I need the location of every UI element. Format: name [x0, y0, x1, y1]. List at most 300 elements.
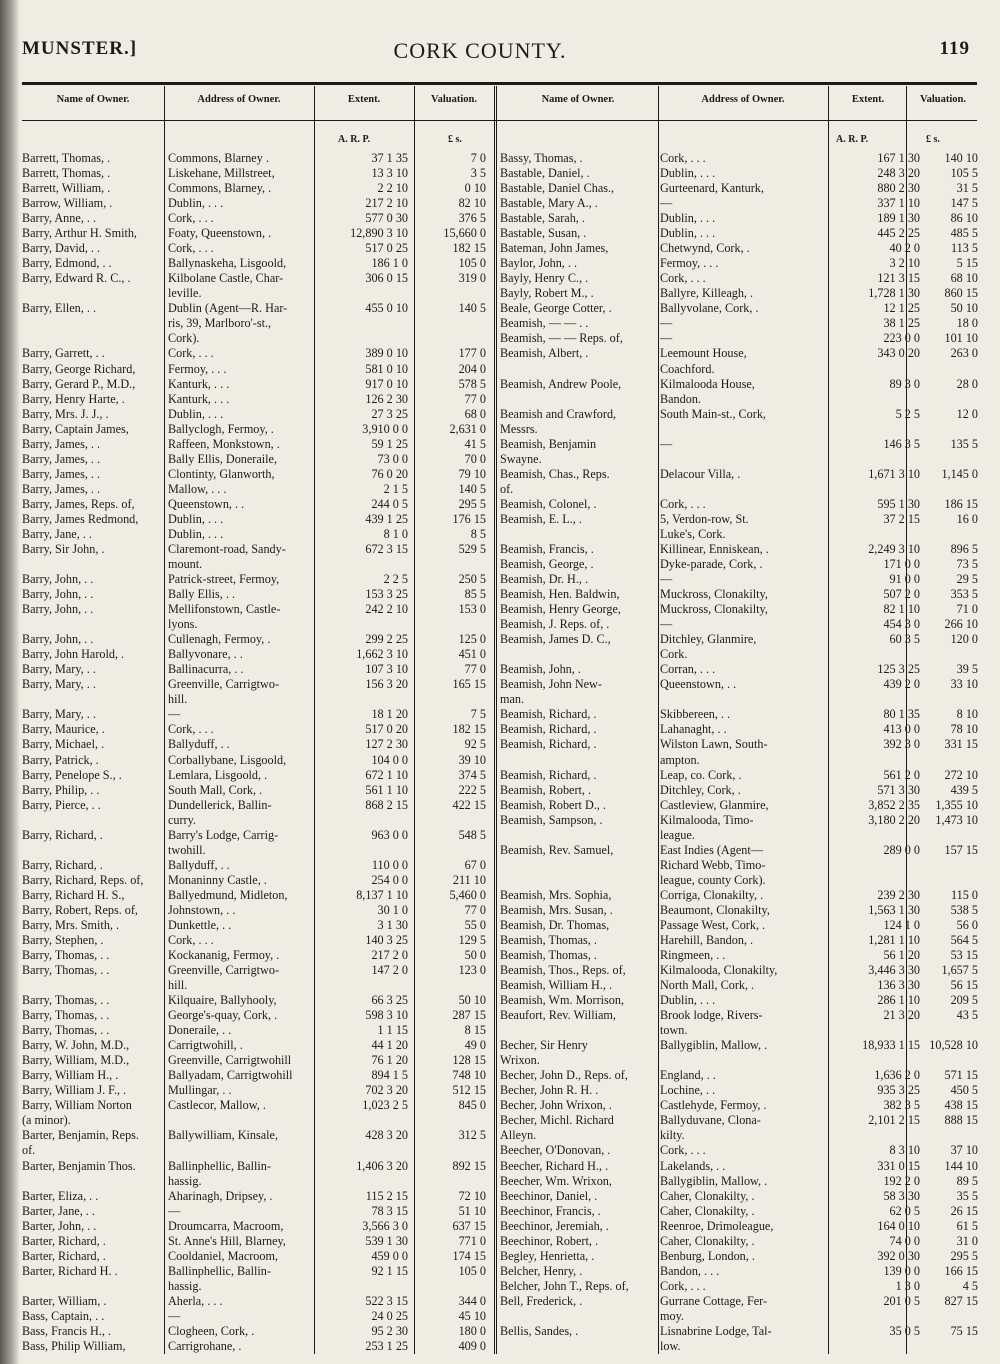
extent-value: 153 3 25 [365, 587, 408, 602]
extent-value: 3,446 3 30 [868, 963, 920, 978]
table-row [500, 271, 978, 286]
owner-address: Chetwynd, Cork, . [660, 241, 750, 256]
owner-address: — [660, 316, 673, 331]
owner-address: Droumcarra, Macroom, [168, 1218, 284, 1233]
extent-value: 126 2 30 [365, 391, 408, 406]
owner-name: Barry, William J. F., . [22, 1083, 127, 1098]
extent-value: 571 3 30 [877, 782, 920, 797]
table-row [22, 467, 494, 482]
table-row [500, 377, 978, 392]
owner-name: Barry, John, . . [22, 587, 94, 602]
owner-name: Becher, Michl. Richard [500, 1113, 614, 1128]
page-number: 119 [939, 38, 970, 59]
owner-name: Beecher, Richard H., . [500, 1158, 609, 1173]
extent-value: 60 3 5 [889, 632, 920, 647]
owner-address: England, . . [660, 1068, 716, 1083]
owner-name: Bayly, Robert M., . [500, 286, 594, 301]
table-row [22, 1294, 494, 1309]
valuation-value: 439 5 [950, 782, 978, 797]
extent-value: 331 0 15 [877, 1158, 920, 1173]
valuation-value: 295 5 [458, 496, 486, 511]
valuation-value: 8 10 [956, 707, 978, 722]
extent-value: 95 2 30 [371, 1323, 408, 1338]
owner-address: Johnstown, . . [168, 902, 236, 917]
extent-value: 1 1 15 [377, 1023, 408, 1038]
valuation-value: 73 5 [956, 557, 978, 571]
extent-units-left: A. R. P. [338, 134, 371, 145]
owner-name: Barrett, Thomas, . [22, 166, 111, 181]
owner-address: town. [660, 1023, 688, 1038]
col-name-header: Name of Owner. [56, 94, 130, 105]
extent-value: 253 1 25 [365, 1338, 408, 1353]
owner-address: Luke's, Cork. [660, 526, 726, 541]
valuation-value: 50 10 [950, 301, 978, 316]
valuation-value: 82 10 [458, 196, 486, 211]
table-row [500, 873, 978, 888]
owner-name: Beechinor, Jeremiah, . [500, 1218, 609, 1233]
extent-value: 30 1 0 [377, 902, 408, 917]
table-row [22, 828, 494, 843]
table-row [500, 798, 978, 813]
owner-name: Barry, Anne, . . [22, 211, 97, 226]
owner-address: Muckross, Clonakilty, [660, 587, 768, 602]
table-row [22, 753, 494, 768]
table-row [500, 948, 978, 963]
owner-address: Gurteenard, Kanturk, [660, 181, 764, 196]
valuation-value: 50 10 [458, 993, 486, 1008]
owner-address: Mellifonstown, Castle- [168, 602, 281, 617]
owner-address: Dunkettle, . . [168, 917, 232, 932]
owner-name: Barry, Maurice, . [22, 722, 105, 737]
owner-name: Bass, Captain, . . [22, 1308, 105, 1323]
extent-value: 125 3 25 [877, 662, 920, 677]
table-row [500, 316, 978, 331]
owner-address: Cork, . . . [168, 241, 214, 256]
valuation-value: 376 5 [458, 211, 486, 226]
owner-name: Alleyn. [500, 1128, 537, 1143]
extent-value: 3,852 2 35 [868, 797, 920, 812]
valuation-value: 31 0 [956, 1233, 978, 1248]
valuation-value: 51 10 [458, 1203, 486, 1218]
table-row [22, 286, 494, 301]
valuation-value: 140 5 [458, 481, 486, 496]
extent-value: 289 0 0 [883, 842, 920, 857]
owner-name: Barry, James, . . [22, 481, 101, 496]
valuation-value: 512 15 [452, 1083, 486, 1098]
table-row [22, 1053, 494, 1068]
valuation-value: 10,528 10 [929, 1038, 978, 1053]
table-row [22, 1023, 494, 1038]
table-row [22, 617, 494, 632]
owner-name: Bastable, Daniel, . [500, 166, 590, 181]
table-row [22, 963, 494, 978]
owner-name: man. [500, 692, 525, 707]
valuation-value: 7 0 [470, 151, 486, 165]
valuation-value: 438 15 [944, 1098, 978, 1113]
owner-address: Cork, . . . [660, 271, 706, 286]
table-row [22, 1219, 494, 1234]
extent-value: 104 0 0 [371, 752, 408, 767]
extent-value: 392 0 30 [877, 1248, 920, 1263]
owner-address: Reenroe, Drimoleague, [660, 1218, 774, 1233]
extent-value: 24 0 25 [371, 1308, 408, 1323]
table-row [22, 1128, 494, 1143]
table-row [500, 1294, 978, 1309]
table-row [500, 422, 978, 437]
extent-value: 428 3 20 [365, 1128, 408, 1143]
owner-name: Beamish, George, . [500, 557, 594, 571]
owner-address: Aharinagh, Dripsey, . [168, 1188, 273, 1203]
owner-name: Beamish, Robert, . [500, 782, 592, 797]
owner-name: Barrett, William, . [22, 181, 111, 196]
valuation-value: 135 5 [950, 436, 978, 451]
table-row [500, 737, 978, 752]
extent-value: 439 1 25 [365, 511, 408, 526]
table-row [500, 497, 978, 512]
table-row [500, 392, 978, 407]
province-header: MUNSTER.] [22, 38, 138, 59]
valuation-value: 771 0 [458, 1233, 486, 1248]
owner-address: Caher, Clonakilty, . [660, 1233, 755, 1248]
valuation-value: 12 0 [956, 406, 978, 421]
table-row [500, 1159, 978, 1174]
valuation-value: 45 10 [458, 1308, 486, 1323]
table-row [22, 587, 494, 602]
table-row [500, 1249, 978, 1264]
table-row [500, 1038, 978, 1053]
owner-address: Barry's Lodge, Carrig- [168, 827, 279, 842]
extent-value: 189 1 30 [877, 211, 920, 226]
owner-name: Beamish, Hen. Baldwin, [500, 587, 620, 602]
valuation-value: 16 0 [956, 511, 978, 526]
table-row [500, 828, 978, 843]
table-row [22, 888, 494, 903]
owner-name: Bass, Francis H., . [22, 1323, 112, 1338]
table-row [500, 1174, 978, 1189]
valuation-value: 892 15 [452, 1158, 486, 1173]
valuation-value: 113 5 [951, 241, 978, 256]
table-row [500, 512, 978, 527]
valuation-value: 272 10 [944, 767, 978, 782]
extent-value: 1,563 1 30 [868, 902, 920, 917]
owner-address: Lakelands, . . [660, 1158, 726, 1173]
table-row [22, 392, 494, 407]
table-row [22, 301, 494, 316]
table-row [500, 707, 978, 722]
owner-name: Barry, Arthur H. Smith, [22, 226, 137, 241]
owner-name: Barter, Jane, . . [22, 1203, 95, 1218]
owner-address: Cork, . . . [168, 932, 214, 947]
owner-address: Ballinphellic, Ballin- [168, 1263, 271, 1278]
table-row [22, 377, 494, 392]
extent-value: 254 0 0 [371, 872, 408, 887]
owner-address: curry. [168, 812, 196, 827]
valuation-value: 485 5 [950, 226, 978, 241]
table-row [500, 1143, 978, 1158]
table-row [500, 437, 978, 452]
valuation-value: 55 0 [464, 917, 486, 932]
table-row [22, 1189, 494, 1204]
owner-address: Fermoy, . . . [168, 361, 227, 376]
table-row [22, 768, 494, 783]
owner-name: Bastable, Daniel Chas., [500, 181, 615, 196]
valuation-value: 37 10 [950, 1143, 978, 1158]
valuation-value: 186 15 [944, 496, 978, 511]
owner-name: Barry, John, . . [22, 572, 94, 587]
valuation-value: 140 5 [458, 301, 486, 316]
owner-address: Fermoy, . . . [660, 256, 719, 271]
owner-address: Corriga, Clonakilty, . [660, 887, 764, 902]
table-row [22, 527, 494, 542]
table-row [500, 1204, 978, 1219]
valuation-value: 538 5 [950, 902, 978, 917]
owner-name: Beecher, O'Donovan, . [500, 1143, 611, 1158]
extent-value: 917 0 10 [365, 376, 408, 391]
owner-name: Becher, John R. H. . [500, 1083, 599, 1098]
valuation-value: 92 5 [464, 737, 486, 752]
owner-address: North Mall, Cork, . [660, 978, 755, 993]
valuation-value: 39 5 [956, 662, 978, 677]
owner-address: Caher, Clonakilty, . [660, 1203, 755, 1218]
valuation-value: 5,460 0 [449, 887, 486, 902]
owner-name: Barry, George Richard, [22, 361, 136, 376]
valuation-value: 374 5 [458, 767, 486, 782]
extent-value: 139 0 0 [883, 1263, 920, 1278]
owner-address: Richard Webb, Timo- [660, 857, 766, 872]
owner-address: Bandon. [660, 391, 701, 406]
extent-value: 561 1 10 [365, 782, 408, 797]
table-row [500, 1128, 978, 1143]
owner-address: Cork, . . . [168, 722, 214, 737]
valuation-value: 43 5 [956, 1008, 978, 1023]
owner-address: leville. [168, 286, 202, 301]
extent-value: 82 1 10 [883, 602, 920, 617]
valuation-value: 211 10 [452, 872, 486, 887]
owner-name: Beechinor, Francis, . [500, 1203, 601, 1218]
table-row [22, 512, 494, 527]
table-row [22, 918, 494, 933]
owner-address: Cork, . . . [660, 1278, 706, 1293]
valuation-value: 68 10 [950, 271, 978, 286]
owner-address: Ballygiblin, Mallow, . [660, 1173, 768, 1188]
table-row [500, 196, 978, 211]
extent-value: 2 2 5 [383, 572, 408, 587]
extent-value: 389 0 10 [365, 346, 408, 361]
extent-value: 3 1 30 [377, 917, 408, 932]
valuation-value: 409 0 [458, 1338, 486, 1353]
valuation-value: 845 0 [458, 1098, 486, 1113]
extent-value: 455 0 10 [365, 301, 408, 316]
owner-address: Ballyedmund, Midleton, [168, 887, 288, 902]
owner-address: Ballyduvane, Clona- [660, 1113, 761, 1128]
table-row [22, 1113, 494, 1128]
valuation-value: 1,657 5 [941, 963, 978, 978]
valuation-value: 29 5 [956, 572, 978, 587]
owner-address: Kanturk, . . . [168, 391, 230, 406]
extent-value: 343 0 20 [877, 346, 920, 361]
owner-address: Dublin, . . . [660, 166, 716, 181]
owner-name: Beamish, Colonel, . [500, 496, 597, 511]
extent-value: 239 2 30 [877, 887, 920, 902]
owner-name: Bayly, Henry C., . [500, 271, 589, 286]
extent-value: 147 2 0 [371, 963, 408, 978]
extent-value: 5 2 5 [895, 406, 920, 421]
extent-value: 439 2 0 [883, 677, 920, 692]
owner-address: Coachford. [660, 361, 715, 376]
col-extent-header-right: Extent. [851, 94, 885, 105]
valuation-value: 77 0 [464, 391, 486, 406]
table-row [22, 1038, 494, 1053]
owner-address: Dublin, . . . [168, 196, 224, 211]
owner-name: Beecher, Wm. Wrixon, [500, 1173, 612, 1188]
owner-address: Castleview, Glanmire, [660, 797, 769, 812]
owner-address: Clogheen, Cork, . [168, 1323, 255, 1338]
valuation-value: 157 15 [944, 842, 978, 857]
owner-address: Ballyduff, . . [168, 857, 230, 872]
extent-value: 299 2 25 [365, 632, 408, 647]
extent-value: 3,910 0 0 [362, 421, 408, 436]
table-row [22, 798, 494, 813]
extent-value: 868 2 15 [365, 797, 408, 812]
owner-address: Dundellerick, Ballin- [168, 797, 272, 812]
owner-address: Mullingar, . . [168, 1083, 232, 1098]
table-row [22, 993, 494, 1008]
valuation-value: 1,473 10 [935, 812, 978, 827]
owner-name: Barry, Mary, . . [22, 677, 96, 692]
extent-value: 58 3 30 [883, 1188, 920, 1203]
valuation-value: 548 5 [458, 827, 486, 842]
extent-value: 13 3 10 [371, 166, 408, 181]
owner-name: Barry, Pierce, . . [22, 797, 101, 812]
table-row [500, 572, 978, 587]
owner-address: — [660, 196, 673, 211]
valuation-value: 56 15 [950, 978, 978, 993]
owner-address: Cullenagh, Fermoy, . [168, 632, 271, 647]
owner-address: lyons. [168, 617, 198, 632]
owner-address: Delacour Villa, . [660, 466, 741, 481]
extent-value: 21 3 20 [883, 1008, 920, 1023]
valuation-value: 140 10 [944, 151, 978, 165]
owner-address: Mallow, . . . [168, 481, 227, 496]
valuation-value: 35 5 [956, 1188, 978, 1203]
owner-address: South Mall, Cork, . [168, 782, 263, 797]
owner-address: Dublin, . . . [660, 226, 716, 241]
table-row [500, 783, 978, 798]
table-row [500, 1068, 978, 1083]
valuation-value: 105 5 [950, 166, 978, 181]
extent-value: 1,728 1 30 [868, 286, 920, 301]
valuation-value: 31 5 [956, 181, 978, 196]
owner-address: Kockananig, Fermoy, . [168, 947, 280, 962]
table-row [500, 1309, 978, 1324]
table-row [500, 166, 978, 181]
owner-address: Monaninny Castle, . [168, 872, 267, 887]
table-row [22, 572, 494, 587]
owner-address: Killinear, Enniskean, . [660, 541, 769, 556]
valuation-value: 8 5 [470, 526, 486, 541]
owner-name: Barry, Thomas, . . [22, 1008, 110, 1023]
owner-address: Ballyadam, Carrigtwohill [168, 1068, 293, 1083]
owner-name: Barry, Thomas, . . [22, 963, 110, 978]
col-valuation-header: Valuation. [430, 94, 477, 105]
valuation-value: 176 15 [452, 511, 486, 526]
table-row [22, 813, 494, 828]
owner-address: East Indies (Agent— [660, 842, 763, 857]
owner-name: Barry, Mrs. Smith, . [22, 917, 120, 932]
owner-address: Dublin, . . . [168, 511, 224, 526]
valuation-value: 89 5 [956, 1173, 978, 1188]
owner-address: Kanturk, . . . [168, 376, 230, 391]
owner-name: Becher, Sir Henry [500, 1038, 588, 1053]
extent-units-right: A. R. P. [836, 134, 869, 145]
extent-value: 2 1 5 [383, 481, 408, 496]
table-row [500, 993, 978, 1008]
owner-name: Barter, Richard, . [22, 1248, 106, 1263]
owner-name: Beamish, Thomas, . [500, 932, 597, 947]
valuation-value: 53 15 [950, 947, 978, 962]
owner-address: — [168, 1203, 181, 1218]
owner-address: Dublin (Agent—R. Har- [168, 301, 288, 316]
valuation-value: 147 5 [950, 196, 978, 211]
table-row [500, 888, 978, 903]
col-valuation-header-right: Valuation. [919, 94, 966, 105]
center-double-divider [494, 86, 499, 1354]
owner-name: Beamish, Richard, . [500, 722, 597, 737]
col-address-header-right: Address of Owner. [701, 94, 785, 105]
table-row [22, 647, 494, 662]
table-row [22, 452, 494, 467]
valuation-value: 105 0 [458, 1263, 486, 1278]
valuation-value: 70 0 [464, 451, 486, 466]
extent-value: 3 2 10 [889, 256, 920, 271]
extent-value: 595 1 30 [877, 496, 920, 511]
owner-address: ampton. [660, 752, 700, 767]
owner-name: Beamish, John, . [500, 662, 581, 677]
table-row [500, 286, 978, 301]
owner-address: Ballyclogh, Fermoy, . [168, 421, 274, 436]
table-row [22, 1339, 494, 1354]
valuation-value: 0 10 [464, 181, 486, 196]
owner-name: Beamish, Thomas, . [500, 947, 597, 962]
owner-address: Dublin, . . . [660, 993, 716, 1008]
table-row [500, 346, 978, 361]
owner-address: Greenville, Carrigtwo- [168, 963, 280, 978]
extent-value: 935 3 25 [877, 1083, 920, 1098]
owner-name: Barry, Robert, Reps. of, [22, 902, 138, 917]
table-row [22, 1159, 494, 1174]
owner-address: Commons, Blarney . [168, 151, 269, 165]
valuation-value: 312 5 [458, 1128, 486, 1143]
owner-address: Bally Ellis, Doneraile, [168, 451, 277, 466]
valuation-value: 128 15 [452, 1053, 486, 1068]
table-row [22, 151, 494, 166]
owner-name: Barry, John, . . [22, 602, 94, 617]
valuation-value: 56 0 [956, 917, 978, 932]
extent-value: 59 1 25 [371, 436, 408, 451]
extent-value: 80 1 35 [883, 707, 920, 722]
extent-value: 337 1 10 [877, 196, 920, 211]
extent-value: 382 3 5 [883, 1098, 920, 1113]
valuation-value: 4 5 [962, 1278, 978, 1293]
table-row [22, 602, 494, 617]
owner-name: Barry, Henry Harte, . [22, 391, 125, 406]
owner-name: Barry, John Harold, . [22, 647, 125, 662]
owner-address: Lahanaght, . . [660, 722, 727, 737]
owner-name: Beamish, J. Reps. of, . [500, 617, 610, 632]
valuation-value: 72 10 [458, 1188, 486, 1203]
valuation-value: 49 0 [464, 1038, 486, 1053]
owner-name: Barter, Benjamin, Reps. [22, 1128, 139, 1143]
